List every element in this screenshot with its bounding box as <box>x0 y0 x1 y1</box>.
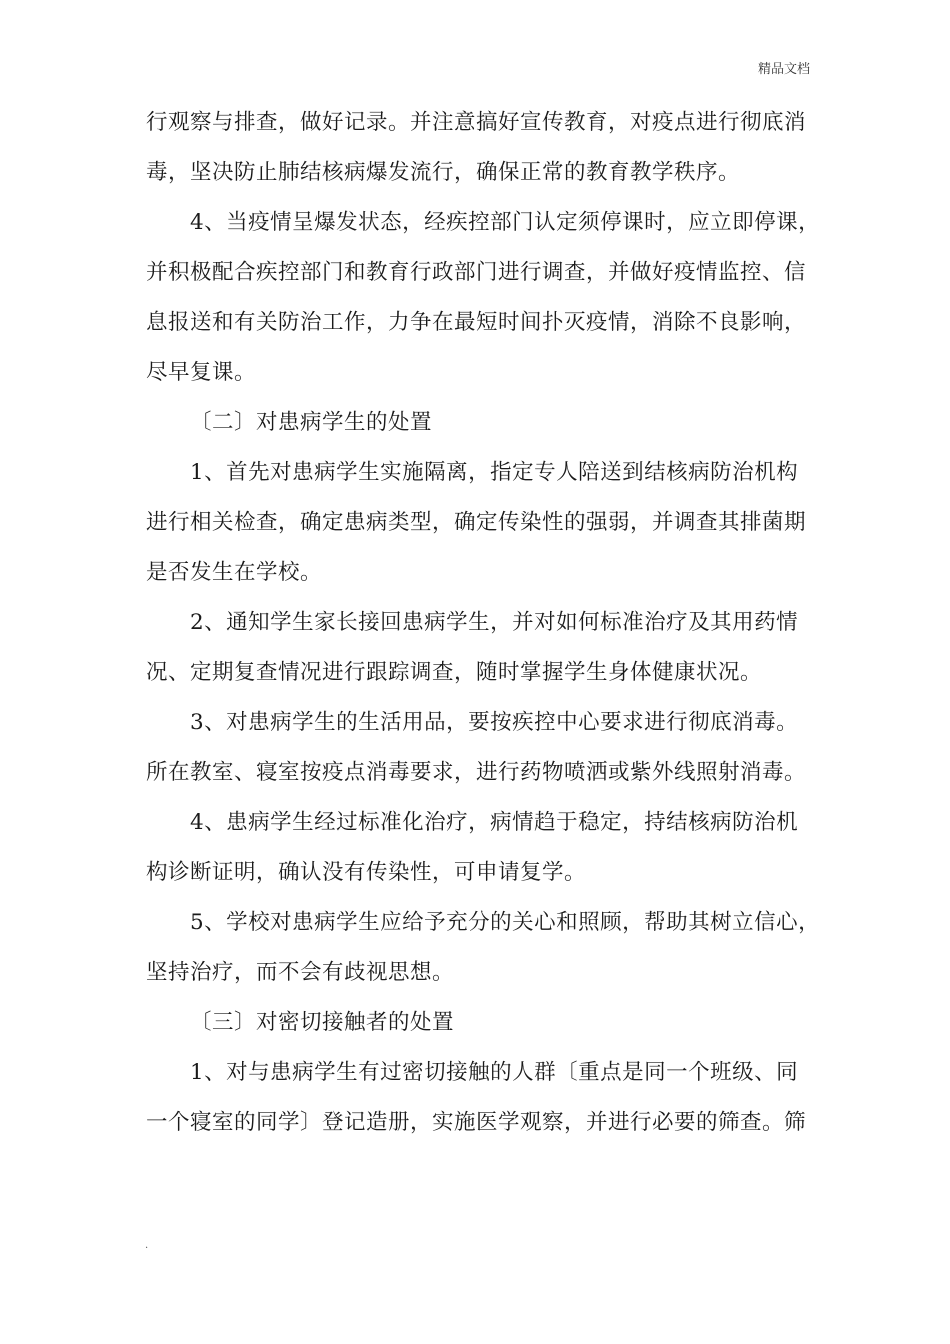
footer-mark: . <box>145 1240 149 1251</box>
text-line: 1、首先对患病学生实施隔离，指定专人陪送到结核病防治机构 <box>190 460 799 485</box>
section-heading: 〔三〕对密切接触者的处置 <box>190 1010 455 1035</box>
text-line: 是否发生在学校。 <box>146 560 323 585</box>
document-body <box>146 98 821 1148</box>
text-line: 息报送和有关防治工作，力争在最短时间扑灭疫情，消除不良影响， <box>146 310 807 335</box>
text-line: 4、当疫情呈爆发状态，经疾控部门认定须停课时，应立即停课， <box>190 210 821 235</box>
text-line: 并积极配合疾控部门和教育行政部门进行调查，并做好疫情监控、信 <box>146 260 807 285</box>
text-line: 5、学校对患病学生应给予充分的关心和照顾，帮助其树立信心， <box>190 910 821 935</box>
text-line: 尽早复课。 <box>146 360 257 385</box>
text-line: 况、定期复查情况进行跟踪调查，随时掌握学生身体健康状况。 <box>146 660 763 685</box>
text-line: 一个寝室的同学〕登记造册，实施医学观察，并进行必要的筛查。筛 <box>146 1110 807 1135</box>
text-line: 4、患病学生经过标准化治疗，病情趋于稳定，持结核病防治机 <box>190 810 799 835</box>
text-line: 毒，坚决防止肺结核病爆发流行，确保正常的教育教学秩序。 <box>146 160 741 185</box>
text-line: 1、对与患病学生有过密切接触的人群〔重点是同一个班级、同 <box>190 1060 799 1085</box>
header-watermark-label: 精品文档 <box>757 62 810 77</box>
text-line: 所在教室、寝室按疫点消毒要求，进行药物喷洒或紫外线照射消毒。 <box>146 760 807 785</box>
text-line: 构诊断证明，确认没有传染性，可申请复学。 <box>146 860 587 885</box>
text-line: 坚持治疗，而不会有歧视思想。 <box>146 960 455 985</box>
section-heading: 〔二〕对患病学生的处置 <box>190 410 433 435</box>
text-line: 2、通知学生家长接回患病学生，并对如何标准治疗及其用药情 <box>190 610 799 635</box>
text-line: 行观察与排查，做好记录。并注意搞好宣传教育，对疫点进行彻底消 <box>146 110 807 135</box>
text-line: 进行相关检查，确定患病类型，确定传染性的强弱，并调查其排菌期 <box>146 510 807 535</box>
text-line: 3、对患病学生的生活用品，要按疾控中心要求进行彻底消毒。 <box>190 710 799 735</box>
